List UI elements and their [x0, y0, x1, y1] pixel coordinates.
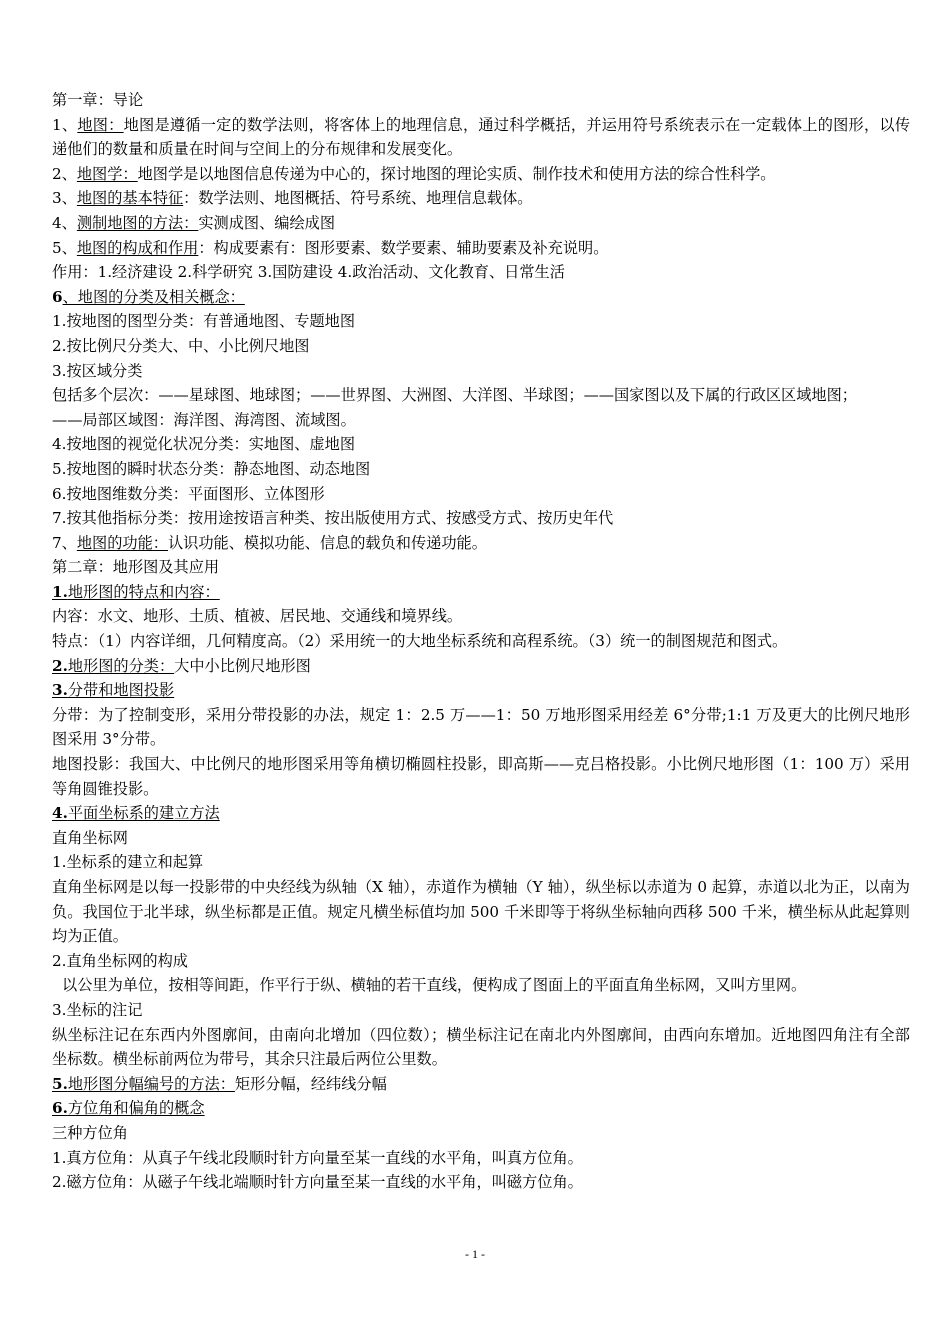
- section-heading: 地图的基本特征: [76, 189, 184, 208]
- topic-3-zone: 分带：为了控制变形，采用分带投影的办法，规定 1：2.5 万——1：50 万地形图采用经差 6°分带;1:1 万及更大的比例尺地形图采用 3°分带。: [52, 705, 910, 749]
- section-number: 5.: [52, 1074, 68, 1093]
- section-number: 1.: [52, 582, 68, 601]
- section-6: [52, 285, 910, 310]
- topic-6: [52, 1096, 910, 1121]
- section-7: [52, 531, 910, 556]
- section-body: 矩形分幅，经纬线分幅: [234, 1074, 387, 1093]
- section-body: 大中小比例尺地形图: [174, 656, 311, 675]
- topic-4-1: 1.坐标系的建立和起算: [52, 853, 204, 872]
- page-number: - 1 -: [465, 1247, 485, 1261]
- list-item: 1.按地图的图型分类：有普通地图、专题地图: [52, 312, 356, 331]
- section-body: ：数学法则、地图概括、符号系统、地理信息载体。: [183, 189, 533, 208]
- topic-2-heading: [52, 657, 174, 675]
- section-heading: 平面坐标系的建立方法: [67, 804, 220, 823]
- topic-5: [52, 1072, 910, 1097]
- section-1: [52, 113, 910, 162]
- chapter-2-title: 第二章：地形图及其应用: [52, 558, 220, 577]
- section-heading: 地图学：: [76, 164, 138, 183]
- section-4: [52, 211, 910, 236]
- section-number: 4、: [52, 213, 77, 232]
- section-heading: 方位角和偏角的概念: [67, 1099, 205, 1118]
- topic-1-feature: 特点：（1）内容详细，几何精度高。（2）采用统一的大地坐标系统和高程系统。（3）统一的制图规范和图式。: [52, 632, 788, 651]
- section-body: 实测成图、编绘成图: [198, 213, 336, 232]
- topic-4-sub: 直角坐标网: [52, 828, 128, 847]
- section-number: 2.: [52, 656, 68, 675]
- topic-4-2-body: 以公里为单位，按相等间距，作平行于纵、横轴的若干直线，便构成了图面上的平面直角坐标网，又叫方里网。: [62, 976, 807, 995]
- topic-4-1-body: 直角坐标网是以每一投影带的中央经线为纵轴（X 轴），赤道作为横轴（Y 轴），纵坐标以赤道为 0 起算，赤道以北为正，以南为负。我国位于北半球，纵坐标都是正值。规定凡横坐标值均加 500 千米即等于将纵坐标轴向西移 500 千米，横坐标从此起算则均为正值。: [52, 878, 910, 946]
- section-5: [52, 236, 910, 261]
- section-heading: 地形图分幅编号的方法：: [67, 1074, 235, 1093]
- region-levels: 包括多个层次：——星球图、地球图；——世界图、大洲图、大洋图、半球图；——国家图以及下属的行政区区域地图；: [52, 386, 857, 405]
- section-body: 地图是遵循一定的数学法则，将客体上的地理信息，通过科学概括，并运用符号系统表示在一定载体上的图形，以传递他们的数量和质量在时间与空间上的分布规律和发展变化。: [52, 115, 911, 159]
- section-number: 7、: [52, 533, 77, 552]
- list-item: 2.磁方位角：从磁子午线北端顺时针方向量至某一直线的水平角，叫磁方位角。: [52, 1173, 583, 1192]
- section-5-role: 作用：1.经济建设 2.科学研究 3.国防建设 4.政治活动、文化教育、日常生活: [52, 263, 565, 282]
- list-item: 5.按地图的瞬时状态分类：静态地图、动态地图: [52, 459, 371, 478]
- list-item: 4.按地图的视觉化状况分类：实地图、虚地图: [52, 435, 356, 454]
- topic-1: [52, 580, 910, 605]
- section-heading: 地图：: [77, 115, 124, 134]
- document-page: [52, 88, 910, 1195]
- section-3: [52, 186, 910, 211]
- section-number: 2、: [52, 164, 77, 183]
- topic-4-3: 3.坐标的注记: [52, 1000, 143, 1019]
- topic-1-content: 内容：水文、地形、土质、植被、居民地、交通线和境界线。: [52, 607, 463, 626]
- section-number: 5、: [52, 238, 77, 257]
- section-number: 4.: [52, 804, 68, 823]
- section-heading: 地图的构成和作用: [76, 238, 199, 257]
- topic-2: [52, 654, 910, 679]
- section-heading: 地图的功能：: [76, 533, 168, 552]
- section-heading: 地形图的分类：: [67, 656, 175, 675]
- list-item: 2.按比例尺分类大、中、小比例尺地图: [52, 336, 310, 355]
- section-2: [52, 162, 910, 187]
- list-item: 3.按区域分类: [52, 361, 143, 380]
- section-heading: 分带和地图投影: [67, 681, 175, 700]
- section-heading: 地形图的特点和内容：: [67, 582, 220, 601]
- list-item: 7.按其他指标分类：按用途按语言种类、按出版使用方式、按感受方式、按历史年代: [52, 509, 614, 528]
- list-item: 6.按地图维数分类：平面图形、立体图形: [52, 484, 325, 503]
- topic-4: [52, 801, 910, 826]
- section-heading: 测制地图的方法：: [76, 213, 199, 232]
- chapter-1-title: 第一章：导论: [52, 91, 144, 109]
- list-item: 1.真方位角：从真子午线北段顺时针方向量至某一直线的水平角，叫真方位角。: [52, 1148, 583, 1167]
- topic-4-3-body: 纵坐标注记在东西内外图廓间，由南向北增加（四位数）；横坐标注记在南北内外图廓间，由西向东增加。近地图四角注有全部坐标数。横坐标前两位为带号，其余只注最后两位公里数。: [52, 1025, 910, 1069]
- section-number: 3.: [52, 681, 68, 700]
- section-number: 6: [52, 287, 63, 306]
- section-body: 地图学是以地图信息传递为中心的，探讨地图的理论实质、制作技术和使用方法的综合性科学。: [137, 164, 776, 183]
- list-item: ——局部区域图：海洋图、海湾图、流域图。: [52, 410, 356, 429]
- section-body: ：构成要素有：图形要素、数学要素、辅助要素及补充说明。: [198, 238, 609, 257]
- topic-3: [52, 678, 910, 703]
- section-number: 6.: [52, 1099, 68, 1118]
- section-number: 1、: [52, 115, 78, 134]
- topic-6-sub: 三种方位角: [52, 1123, 128, 1142]
- topic-5-heading: [52, 1075, 235, 1093]
- topic-3-projection: 地图投影：我国大、中比例尺的地形图采用等角横切椭圆柱投影，即高斯——克吕格投影。小比例尺地形图（1：100 万）采用等角圆锥投影。: [52, 755, 910, 798]
- section-heading: 、地图的分类及相关概念：: [62, 287, 245, 306]
- section-body: 认识功能、模拟功能、信息的载负和传递功能。: [167, 533, 487, 552]
- topic-4-2: 2.直角坐标网的构成: [52, 951, 188, 970]
- section-number: 3、: [52, 189, 77, 208]
